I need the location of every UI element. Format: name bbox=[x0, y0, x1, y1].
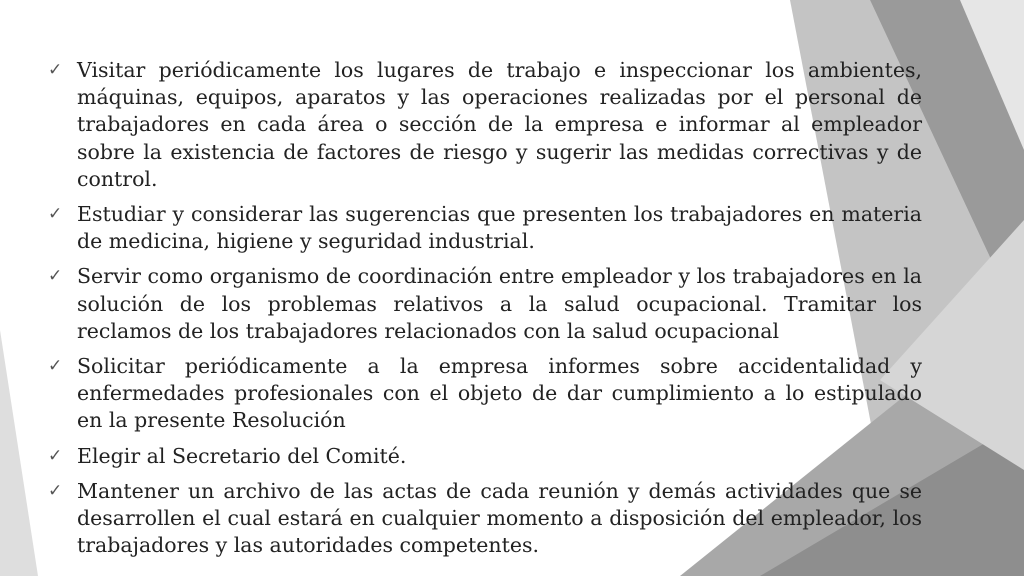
bullet-text: Visitar periódicamente los lugares de trabajo e inspeccionar los ambientes, máquinas, equipos, aparatos y las operaciones realizadas por el personal de trabajadores en cada área o sección de la empresa e informar al empleador sobre la existencia de factores de riesgo y sugerir las medidas correctivas y de control. bbox=[77, 58, 922, 191]
check-icon: ✓ bbox=[48, 445, 63, 466]
check-icon: ✓ bbox=[48, 204, 63, 225]
bullet-item bbox=[48, 201, 922, 255]
bullet-text: Solicitar periódicamente a la empresa informes sobre accidentalidad y enfermedades profesionales con el objeto de dar cumplimiento a lo estipulado en la presente Resolución bbox=[77, 354, 922, 433]
check-icon: ✓ bbox=[48, 60, 63, 80]
bullet-text: Estudiar y considerar las sugerencias que presenten los trabajadores en materia de medicina, higiene y seguridad industrial. bbox=[77, 202, 922, 254]
bullet-item bbox=[48, 353, 922, 435]
bullet-item bbox=[48, 57, 922, 193]
bullet-text: Elegir al Secretario del Comité. bbox=[77, 443, 407, 468]
bullet-text: Servir como organismo de coordinación entre empleador y los trabajadores en la solución de los problemas relativos a la salud ocupacional. Tramitar los reclamos de los trabajadores relacionados con la salud ocupacional bbox=[77, 264, 922, 343]
bullet-item bbox=[48, 478, 922, 560]
bullet-list bbox=[48, 57, 922, 567]
check-icon: ✓ bbox=[48, 480, 63, 501]
bullet-item bbox=[48, 443, 922, 470]
bullet-text: Mantener un archivo de las actas de cada reunión y demás actividades que se desarrollen el cual estará en cualquier momento a disposición del empleador, los trabajadores y las autoridades competentes. bbox=[77, 478, 922, 558]
bg-shape-left-wedge bbox=[0, 330, 38, 576]
check-icon: ✓ bbox=[48, 266, 63, 287]
check-icon: ✓ bbox=[48, 356, 63, 377]
bullet-item bbox=[48, 263, 922, 345]
